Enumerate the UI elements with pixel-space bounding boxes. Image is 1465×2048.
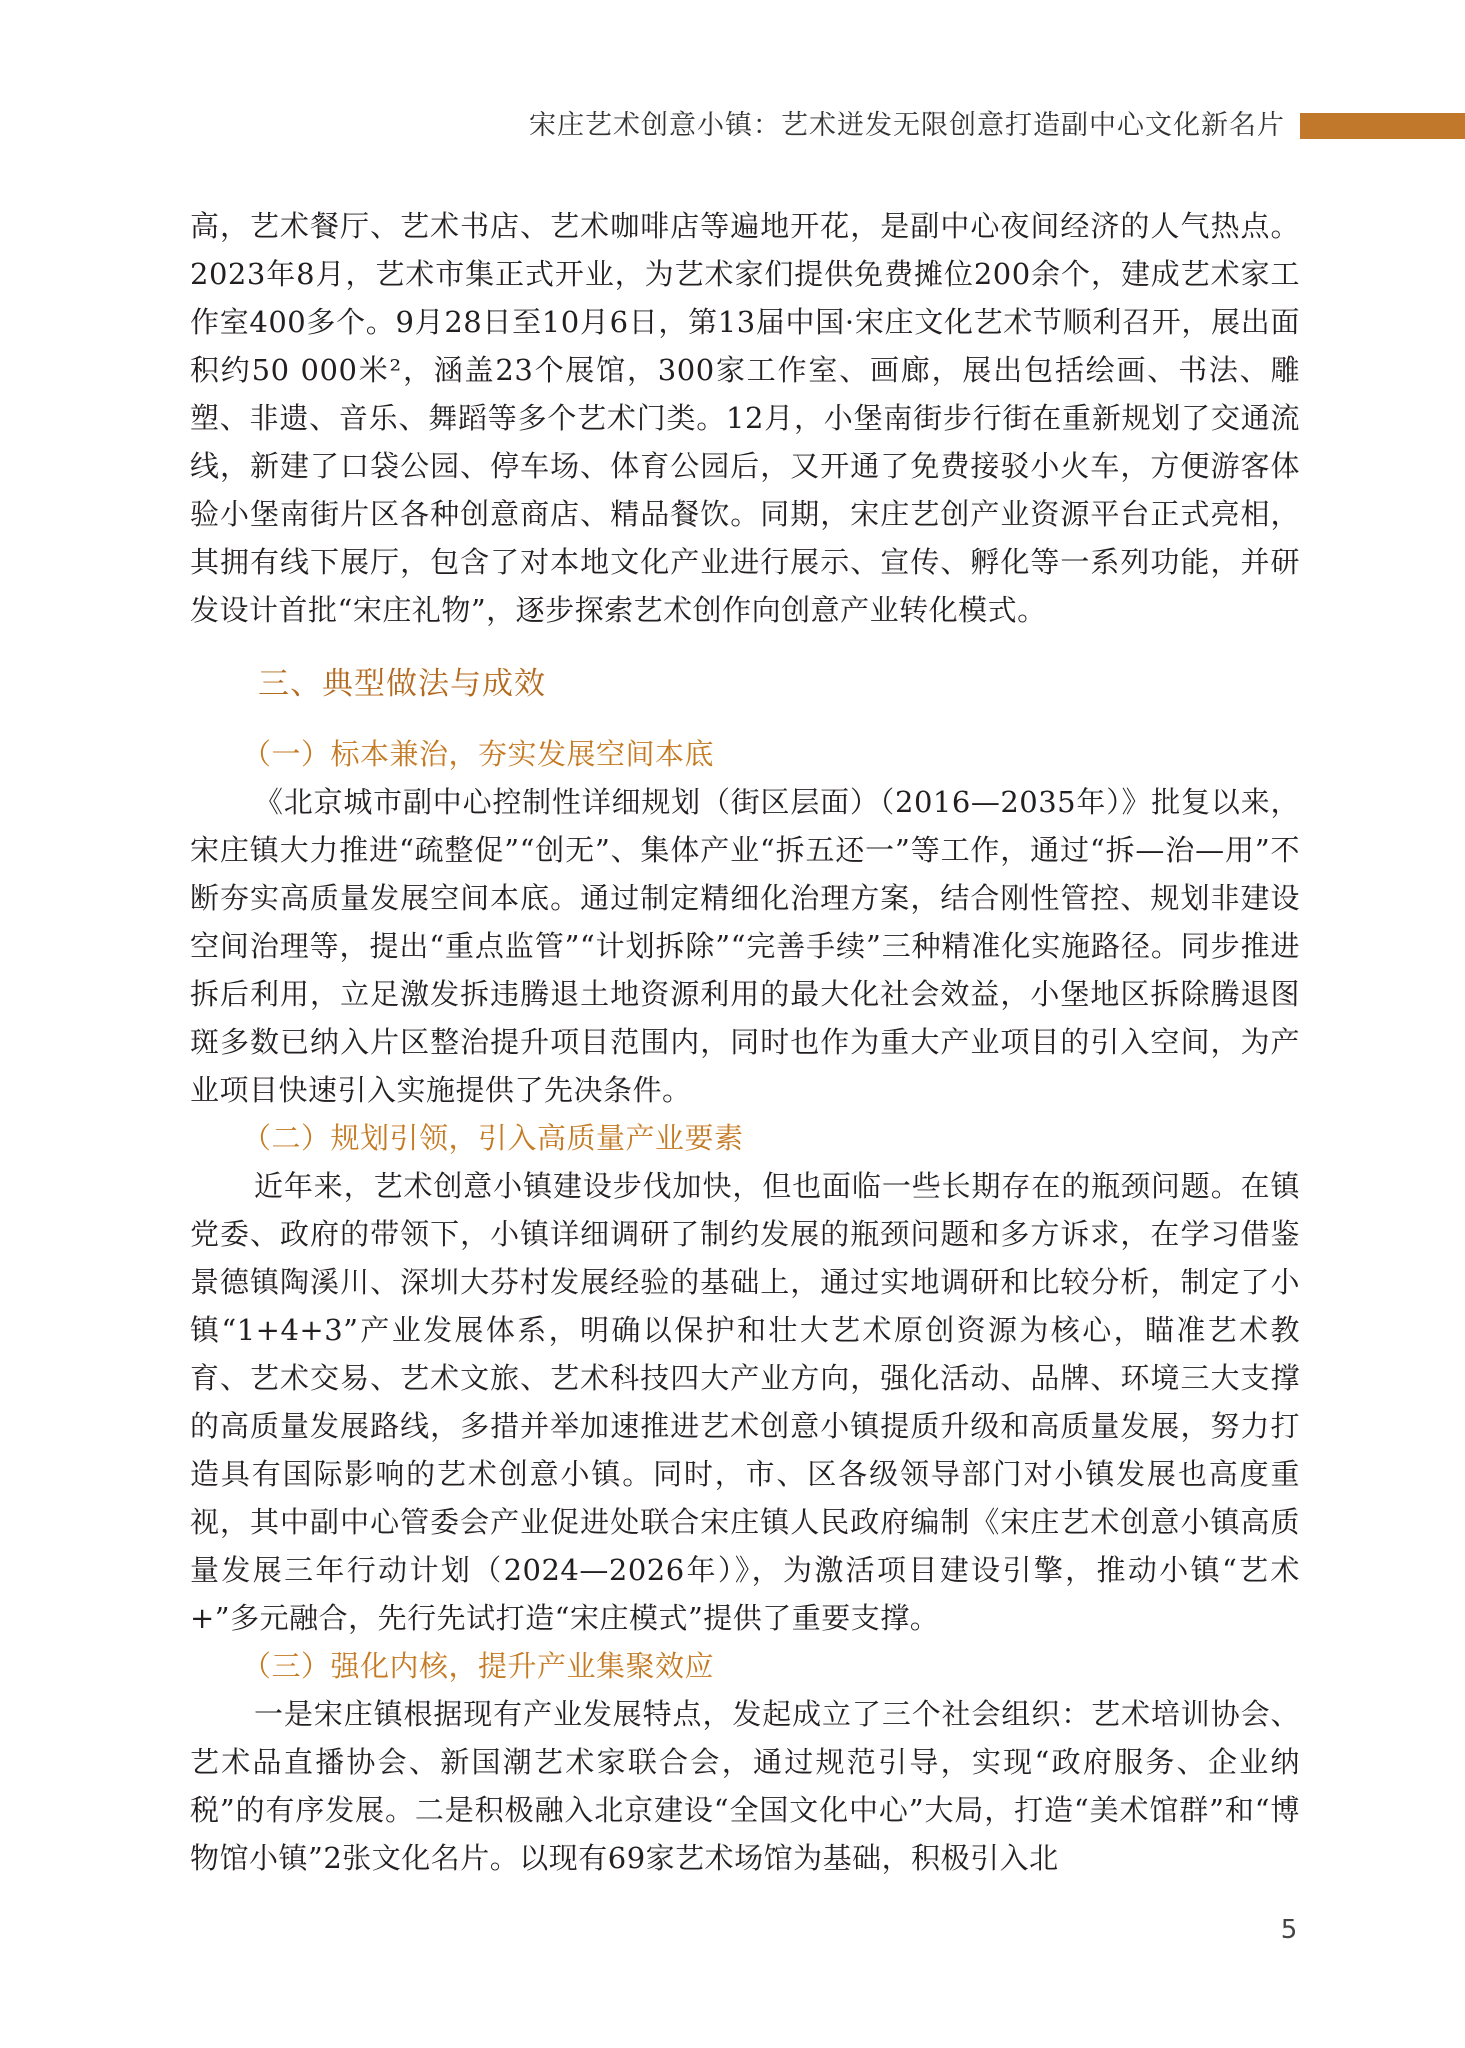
subsection-heading-2: （二）规划引领，引入高质量产业要素 [242,1121,744,1155]
intro-paragraph: 高，艺术餐厅、艺术书店、艺术咖啡店等遍地开花，是副中心夜间经济的人气热点。2023年8月，艺术市集正式开业，为艺术家们提供免费摊位200余个，建成艺术家工作室400多个。9月28日至10月6日，第13届中国·宋庄文化艺术节顺利召开，展出面积约50 000米²，涵盖23个展馆，300家工作室、画廊，展出包括绘画、书法、雕塑、非遗、音乐、舞蹈等多个艺术门类。12月，小堡南街步行街在重新规划了交通流线，新建了口袋公园、停车场、体育公园后，又开通了免费接驳小火车，方便游客体验小堡南街片区各种创意商店、精品餐饮。同期，宋庄艺创产业资源平台正式亮相，其拥有线下展厅，包含了对本地文化产业进行展示、宣传、孵化等一系列功能，并研发设计首批“宋庄礼物”，逐步探索艺术创作向创意产业转化模式。 [190,209,1300,627]
section-heading: 三、典型做法与成效 [258,666,546,702]
subsection-heading-3: （三）强化内核，提升产业集聚效应 [242,1649,715,1683]
subsection-paragraph-2: 近年来，艺术创意小镇建设步伐加快，但也面临一些长期存在的瓶颈问题。在镇党委、政府的带领下，小镇详细调研了制约发展的瓶颈问题和多方诉求，在学习借鉴景德镇陶溪川、深圳大芬村发展经验的基础上，通过实地调研和比较分析，制定了小镇“1+4+3”产业发展体系，明确以保护和壮大艺术原创资源为核心，瞄准艺术教育、艺术交易、艺术文旅、艺术科技四大产业方向，强化活动、品牌、环境三大支撑的高质量发展路线，多措并举加速推进艺术创意小镇提质升级和高质量发展，努力打造具有国际影响的艺术创意小镇。同时，市、区各级领导部门对小镇发展也高度重视，其中副中心管委会产业促进处联合宋庄镇人民政府编制《宋庄艺术创意小镇高质量发展三年行动计划（2024—2026年）》，为激活项目建设引擎，推动小镇“艺术+”多元融合，先行先试打造“宋庄模式”提供了重要支撑。 [190,1169,1300,1635]
page-number: 5 [1280,1915,1298,1945]
subsection-paragraph-1: 《北京城市副中心控制性详细规划（街区层面）（2016—2035年）》批复以来，宋庄镇大力推进“疏整促”“创无”、集体产业“拆五还一”等工作，通过“拆—治—用”不断夯实高质量发展空间本底。通过制定精细化治理方案，结合刚性管控、规划非建设空间治理等，提出“重点监管”“计划拆除”“完善手续”三种精准化实施路径。同步推进拆后利用，立足激发拆违腾退土地资源利用的最大化社会效益，小堡地区拆除腾退图斑多数已纳入片区整治提升项目范围内，同时也作为重大产业项目的引入空间，为产业项目快速引入实施提供了先决条件。 [190,785,1300,1107]
page-body [190,202,1300,1882]
header-accent-bar [1300,113,1465,139]
subsection-heading-1: （一）标本兼治，夯实发展空间本底 [242,737,715,771]
running-header-title: 宋庄艺术创意小镇：艺术迸发无限创意打造副中心文化新名片 [529,110,1285,141]
running-header [0,104,1465,148]
subsection-paragraph-3: 一是宋庄镇根据现有产业发展特点，发起成立了三个社会组织：艺术培训协会、艺术品直播协会、新国潮艺术家联合会，通过规范引导，实现“政府服务、企业纳税”的有序发展。二是积极融入北京建设“全国文化中心”大局，打造“美术馆群”和“博物馆小镇”2张文化名片。以现有69家艺术场馆为基础，积极引入北 [190,1697,1300,1875]
